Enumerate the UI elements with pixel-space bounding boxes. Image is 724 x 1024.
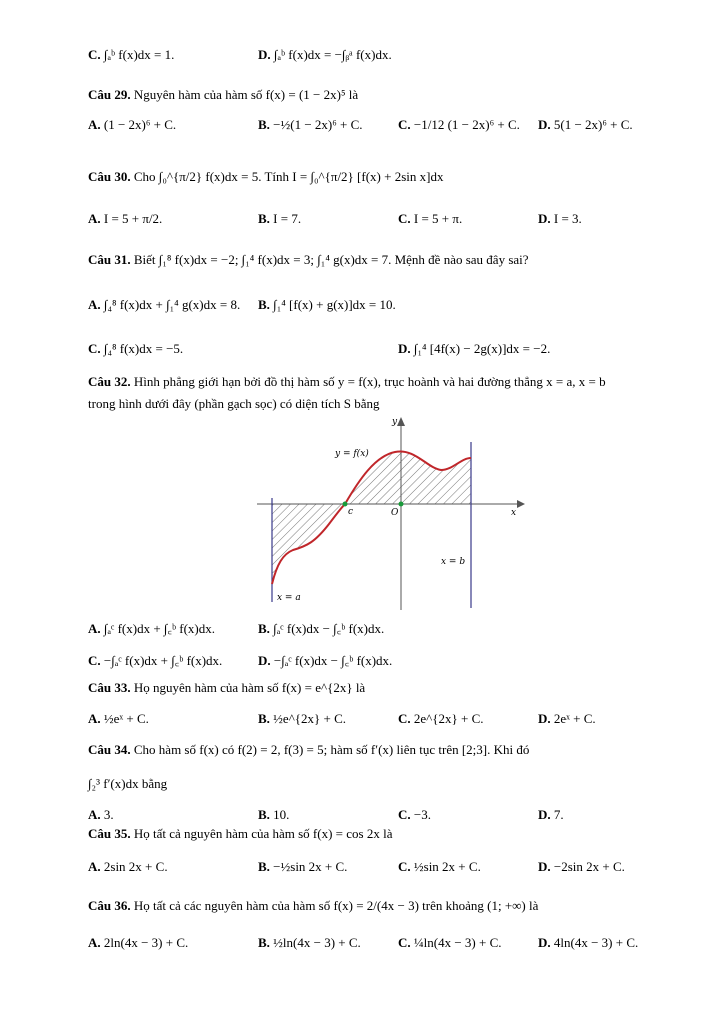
question-stem (88, 679, 365, 697)
answer-option (88, 620, 215, 638)
answer-option (88, 806, 114, 824)
item-text: ∫₂³ f′(x)dx bằng (88, 776, 168, 791)
item-label: Câu 32. (88, 374, 131, 389)
item-text: (1 − 2x)⁶ + C. (103, 117, 177, 132)
answer-option (398, 858, 481, 876)
item-label: C. (88, 341, 101, 356)
item-label: C. (398, 935, 411, 950)
question-stem (88, 825, 392, 843)
item-label: C. (398, 859, 411, 874)
item-label: C. (398, 117, 411, 132)
item-text: 2sin 2x + C. (103, 859, 168, 874)
answer-option (88, 46, 174, 64)
x-axis-label: x (511, 508, 517, 518)
item-label: A. (88, 117, 101, 132)
item-text: Họ tất cả các nguyên hàm của hàm số f(x) = 2/(4x − 3) trên khoảng (1; +∞) là (133, 898, 539, 913)
item-text: ∫₁⁴ [f(x) + g(x)]dx = 10. (273, 297, 396, 312)
item-text: Biết ∫₁⁸ f(x)dx = −2; ∫₁⁴ f(x)dx = 3; ∫₁⁴ g(x)dx = 7. Mệnh đề nào sau đây sai? (133, 252, 529, 267)
answer-option (258, 652, 392, 670)
answer-option (88, 340, 183, 358)
item-text: ½eˣ + C. (103, 711, 149, 726)
item-text: I = 3. (553, 211, 582, 226)
item-label: Câu 29. (88, 87, 131, 102)
x-axis-arrow (517, 500, 525, 508)
item-label: A. (88, 859, 101, 874)
item-text: −∫ₐᶜ f(x)dx − ∫꜀ᵇ f(x)dx. (273, 653, 393, 668)
item-text: ∫ₐᵇ f(x)dx = 1. (103, 47, 175, 62)
item-text: ∫₄⁸ f(x)dx = −5. (103, 341, 184, 356)
item-text: 2e^{2x} + C. (413, 711, 484, 726)
answer-option (88, 116, 176, 134)
item-text: −½sin 2x + C. (273, 859, 348, 874)
question-stem (88, 86, 358, 104)
answer-option (88, 934, 188, 952)
item-label: A. (88, 711, 101, 726)
item-text: Họ tất cả nguyên hàm của hàm số f(x) = cos 2x là (133, 826, 393, 841)
item-label: Câu 33. (88, 680, 131, 695)
answer-option (258, 858, 347, 876)
answer-option (538, 710, 596, 728)
answer-option (88, 775, 167, 793)
item-label: Câu 31. (88, 252, 131, 267)
item-text: 5(1 − 2x)⁶ + C. (553, 117, 633, 132)
item-text: I = 5 + π/2. (103, 211, 163, 226)
item-text: I = 7. (273, 211, 302, 226)
item-label: B. (258, 859, 270, 874)
item-text: ½sin 2x + C. (413, 859, 481, 874)
answer-option (398, 116, 520, 134)
item-text: 2eˣ + C. (553, 711, 596, 726)
item-label: A. (88, 807, 101, 822)
item-text: Hình phẳng giới hạn bởi đồ thị hàm số y = f(x), trục hoành và hai đường thẳng x = a, x = b (133, 374, 606, 389)
item-text: −½(1 − 2x)⁶ + C. (273, 117, 363, 132)
curve-label: y = f(x) (335, 449, 369, 459)
item-label: B. (258, 211, 270, 226)
item-text: ∫ₐᶜ f(x)dx + ∫꜀ᵇ f(x)dx. (103, 621, 215, 636)
item-text: ∫ₐᶜ f(x)dx − ∫꜀ᵇ f(x)dx. (273, 621, 385, 636)
item-label: D. (538, 211, 551, 226)
item-label: A. (88, 211, 101, 226)
item-label: D. (258, 47, 271, 62)
answer-option (538, 210, 582, 228)
origin-label: O (391, 508, 399, 518)
item-label: Câu 34. (88, 742, 131, 757)
answer-option (258, 710, 346, 728)
item-label: D. (258, 653, 271, 668)
item-text: ½e^{2x} + C. (273, 711, 347, 726)
y-axis-label: y (392, 417, 398, 427)
point-c (343, 502, 348, 507)
item-label: D. (538, 935, 551, 950)
answer-option (398, 934, 502, 952)
point-origin (399, 502, 404, 507)
item-text: 4ln(4x − 3) + C. (553, 935, 639, 950)
answer-option (88, 710, 149, 728)
item-label: D. (398, 341, 411, 356)
answer-option (258, 296, 396, 314)
item-label: C. (88, 653, 101, 668)
item-label: Câu 30. (88, 169, 131, 184)
answer-option (88, 210, 162, 228)
answer-option (258, 620, 384, 638)
item-text: Cho hàm số f(x) có f(2) = 2, f(3) = 5; hàm số f′(x) liên tục trên [2;3]. Khi đó (133, 742, 530, 757)
answer-option (88, 395, 380, 413)
item-label: B. (258, 807, 270, 822)
item-text: ¼ln(4x − 3) + C. (413, 935, 502, 950)
answer-option (258, 210, 301, 228)
item-label: C. (398, 807, 411, 822)
item-label: D. (538, 711, 551, 726)
item-text: ∫ₐᵇ f(x)dx = −∫ᵦᵃ f(x)dx. (273, 47, 392, 62)
item-text: Họ nguyên hàm của hàm số f(x) = e^{2x} là (133, 680, 366, 695)
item-text: Nguyên hàm của hàm số f(x) = (1 − 2x)⁵ là (133, 87, 359, 102)
item-label: D. (538, 807, 551, 822)
item-label: C. (398, 211, 411, 226)
item-text: −1/12 (1 − 2x)⁶ + C. (413, 117, 520, 132)
item-label: C. (398, 711, 411, 726)
item-label: Câu 36. (88, 898, 131, 913)
item-text: −3. (413, 807, 431, 822)
question-stem (88, 251, 529, 269)
answer-option (398, 340, 550, 358)
answer-option (88, 858, 168, 876)
answer-option (258, 46, 392, 64)
answer-option (88, 652, 222, 670)
item-text: 3. (103, 807, 114, 822)
question-stem (88, 373, 606, 391)
y-axis-arrow (397, 417, 405, 426)
item-text: 10. (273, 807, 290, 822)
item-text: ∫₄⁸ f(x)dx + ∫₁⁴ g(x)dx = 8. (103, 297, 241, 312)
item-text: 2ln(4x − 3) + C. (103, 935, 189, 950)
item-label: A. (88, 621, 101, 636)
answer-option (538, 116, 633, 134)
item-text: ½ln(4x − 3) + C. (273, 935, 361, 950)
answer-option (398, 710, 484, 728)
item-label: B. (258, 621, 270, 636)
item-label: B. (258, 297, 270, 312)
answer-option (258, 934, 361, 952)
answer-option (258, 806, 289, 824)
item-label: D. (538, 117, 551, 132)
item-label: B. (258, 935, 270, 950)
question-stem (88, 168, 443, 186)
question-stem (88, 897, 538, 915)
item-label: D. (538, 859, 551, 874)
item-text: I = 5 + π. (413, 211, 463, 226)
question-stem (88, 741, 529, 759)
answer-option (538, 934, 638, 952)
item-text: trong hình dưới đây (phần gạch sọc) có diện tích S bằng (88, 396, 380, 411)
item-text: −2sin 2x + C. (553, 859, 625, 874)
answer-option (538, 858, 625, 876)
item-label: A. (88, 935, 101, 950)
xb-label: x = b (441, 557, 466, 567)
item-label: B. (258, 117, 270, 132)
item-text: −∫ₐᶜ f(x)dx + ∫꜀ᵇ f(x)dx. (103, 653, 223, 668)
item-label: Câu 35. (88, 826, 131, 841)
area-figure (255, 412, 525, 612)
answer-option (538, 806, 564, 824)
item-text: 7. (553, 807, 564, 822)
answer-option (88, 296, 240, 314)
answer-option (258, 116, 363, 134)
xa-label: x = a (277, 593, 301, 603)
item-label: A. (88, 297, 101, 312)
item-label: C. (88, 47, 101, 62)
answer-option (398, 210, 462, 228)
hatched-region-right (345, 451, 471, 504)
c-label: c (348, 507, 354, 517)
item-text: Cho ∫₀^{π/2} f(x)dx = 5. Tính I = ∫₀^{π/2} [f(x) + 2sin x]dx (133, 169, 444, 184)
item-text: ∫₁⁴ [4f(x) − 2g(x)]dx = −2. (413, 341, 551, 356)
item-label: B. (258, 711, 270, 726)
answer-option (398, 806, 431, 824)
